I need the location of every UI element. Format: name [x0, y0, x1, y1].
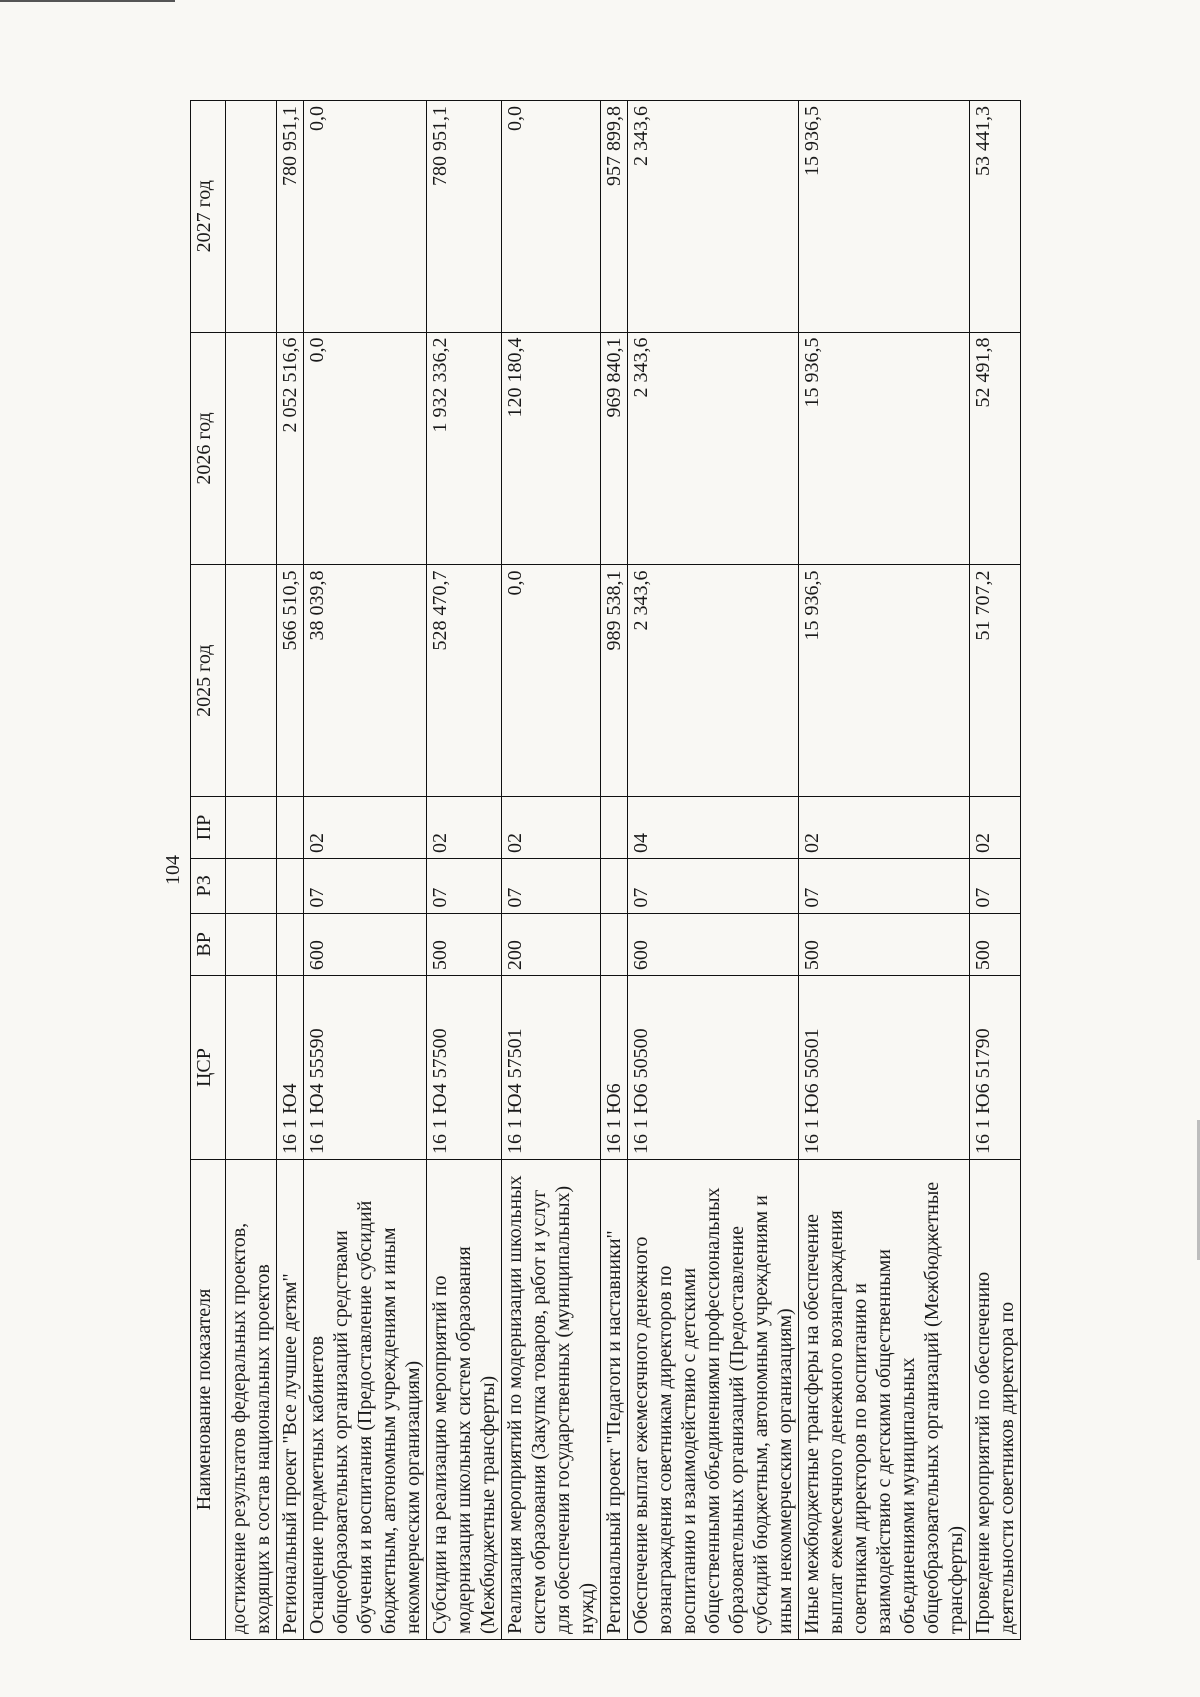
table-row [427, 101, 502, 1640]
cell-2026: 52 491,8 [970, 332, 1021, 565]
cell-csr: 16 1 Ю4 55590 [304, 976, 427, 1160]
table-row [502, 101, 601, 1640]
cell-2025: 2 343,6 [628, 565, 799, 796]
table-body [226, 101, 1021, 1640]
cell-2027: 0,0 [304, 101, 427, 333]
table-row [799, 101, 970, 1640]
header-rz: РЗ [191, 859, 226, 914]
cell-pr: 04 [628, 796, 799, 858]
cell-pr: 02 [970, 796, 1021, 858]
cell-csr: 16 1 Ю6 50500 [628, 976, 799, 1160]
cell-2025: 0,0 [502, 565, 601, 796]
cell-2026: 0,0 [304, 332, 427, 565]
table-row [628, 101, 799, 1640]
cell-2027: 0,0 [502, 101, 601, 333]
header-2026: 2026 год [191, 332, 226, 565]
cell-2026 [226, 332, 277, 565]
cell-rz: 07 [502, 859, 601, 914]
header-csr: ЦСР [191, 976, 226, 1160]
cell-rz: 07 [799, 859, 970, 914]
cell-2027 [226, 101, 277, 333]
cell-2027: 2 343,6 [628, 101, 799, 333]
cell-name: достижение результатов федеральных проектов, входящих в состав национальных проектов [226, 1159, 277, 1639]
header-2027: 2027 год [191, 101, 226, 333]
header-name: Наименование показателя [191, 1159, 226, 1639]
cell-pr: 02 [502, 796, 601, 858]
header-pr: ПР [191, 796, 226, 858]
cell-rz: 07 [427, 859, 502, 914]
cell-2026: 1 932 336,2 [427, 332, 502, 565]
cell-2026: 120 180,4 [502, 332, 601, 565]
page-number: 104 [162, 855, 184, 885]
cell-name: Проведение мероприятий по обеспечению деятельности советников директора по [970, 1159, 1021, 1639]
budget-table [190, 100, 1021, 1640]
cell-vr: 500 [427, 913, 502, 976]
cell-2025: 15 936,5 [799, 565, 970, 796]
cell-2027: 780 951,1 [427, 101, 502, 333]
table-header-row [191, 101, 226, 1640]
cell-2026: 969 840,1 [601, 332, 628, 565]
cell-vr: 600 [304, 913, 427, 976]
cell-2025 [226, 565, 277, 796]
cell-csr: 16 1 Ю4 [277, 976, 304, 1160]
cell-2027: 15 936,5 [799, 101, 970, 333]
cell-pr [601, 796, 628, 858]
cell-2025: 51 707,2 [970, 565, 1021, 796]
cell-2026: 2 052 516,6 [277, 332, 304, 565]
cell-rz [277, 859, 304, 914]
header-vr: ВР [191, 913, 226, 976]
cell-vr: 500 [970, 913, 1021, 976]
cell-2026: 15 936,5 [799, 332, 970, 565]
cell-vr [277, 913, 304, 976]
cell-pr: 02 [427, 796, 502, 858]
cell-csr: 16 1 Ю6 51790 [970, 976, 1021, 1160]
cell-rz: 07 [304, 859, 427, 914]
cell-csr: 16 1 Ю6 50501 [799, 976, 970, 1160]
cell-rz: 07 [970, 859, 1021, 914]
cell-2027: 957 899,8 [601, 101, 628, 333]
cell-name: Региональный проект "Все лучшее детям" [277, 1159, 304, 1639]
cell-2026: 2 343,6 [628, 332, 799, 565]
cell-vr [226, 913, 277, 976]
cell-2025: 38 039,8 [304, 565, 427, 796]
cell-rz: 07 [628, 859, 799, 914]
cell-2025: 989 538,1 [601, 565, 628, 796]
cell-pr [277, 796, 304, 858]
cell-2025: 528 470,7 [427, 565, 502, 796]
cell-rz [226, 859, 277, 914]
table-row [304, 101, 427, 1640]
cell-name: Иные межбюджетные трансферы на обеспечение выплат ежемесячного денежного вознаграждения советникам директоров по воспитанию и взаимодействию с детскими общественными объединениями муниципальных общеобразовательных организаций (Межбюджетные трансферты) [799, 1159, 970, 1639]
cell-vr [601, 913, 628, 976]
cell-name: Оснащение предметных кабинетов общеобразовательных организаций средствами обучения и воспитания (Предоставление субсидий бюджетным, автономным учреждениям и иным некоммерческим организациям) [304, 1159, 427, 1639]
table-row [226, 101, 277, 1640]
cell-2027: 780 951,1 [277, 101, 304, 333]
table-row [601, 101, 628, 1640]
cell-csr: 16 1 Ю4 57500 [427, 976, 502, 1160]
cell-name: Обеспечение выплат ежемесячного денежного вознаграждения советникам директоров по воспитанию и взаимодействию с детскими общественными объединениями профессиональных образовательных организаций (Предоставление субсидий бюджетным, автономным учреждениям и иным некоммерческим организациям) [628, 1159, 799, 1639]
cell-pr: 02 [799, 796, 970, 858]
table-row [970, 101, 1021, 1640]
cell-pr [226, 796, 277, 858]
cell-csr: 16 1 Ю4 57501 [502, 976, 601, 1160]
cell-vr: 500 [799, 913, 970, 976]
rotated-page [160, 100, 1080, 1640]
cell-name: Реализация мероприятий по модернизации школьных систем образования (Закупка товаров, работ и услуг для обеспечения государственных (муниципальных) нужд) [502, 1159, 601, 1639]
cell-2027: 53 441,3 [970, 101, 1021, 333]
cell-vr: 600 [628, 913, 799, 976]
table-row [277, 101, 304, 1640]
cell-csr: 16 1 Ю6 [601, 976, 628, 1160]
cell-name: Региональный проект "Педагоги и наставники" [601, 1159, 628, 1639]
cell-csr [226, 976, 277, 1160]
cell-name: Субсидии на реализацию мероприятий по модернизации школьных систем образования (Межбюджетные трансферты) [427, 1159, 502, 1639]
cell-2025: 566 510,5 [277, 565, 304, 796]
cell-vr: 200 [502, 913, 601, 976]
cell-rz [601, 859, 628, 914]
header-2025: 2025 год [191, 565, 226, 796]
scan-edge-line [0, 0, 175, 2]
cell-pr: 02 [304, 796, 427, 858]
